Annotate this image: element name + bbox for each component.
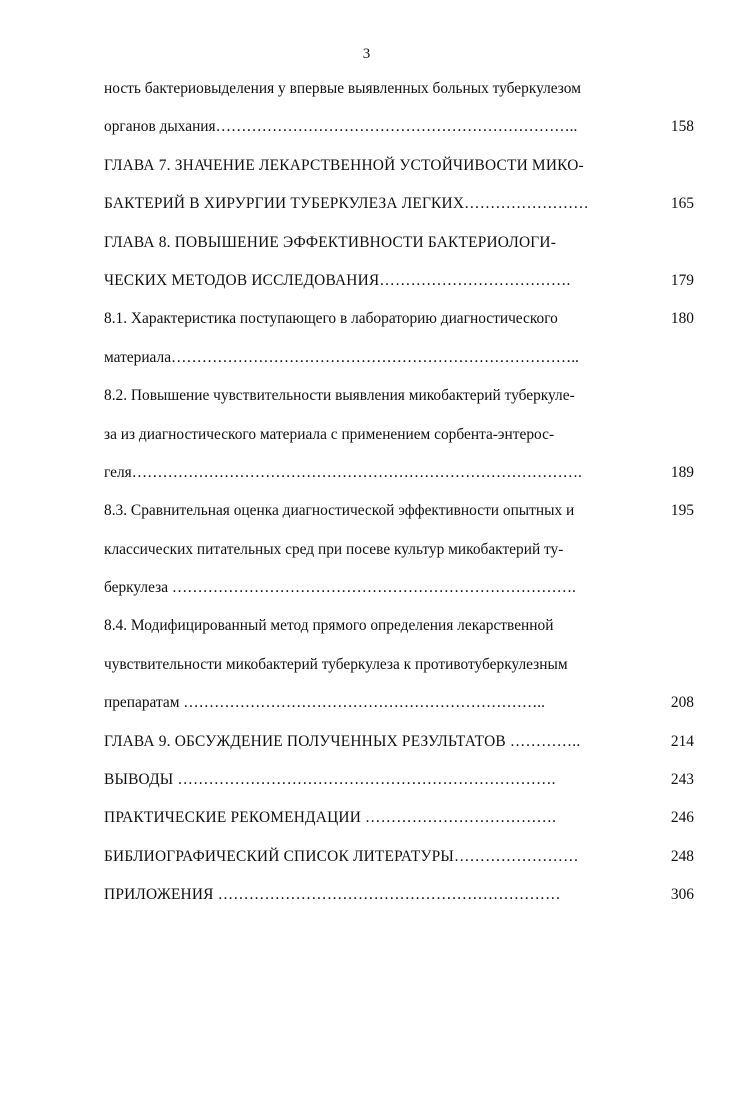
toc-line — [104, 723, 694, 761]
table-of-contents — [104, 70, 694, 915]
toc-entry-text: ГЛАВА 9. ОБСУЖДЕНИЕ ПОЛУЧЕННЫХ РЕЗУЛЬТАТОВ ………….. — [104, 732, 581, 750]
toc-entry-text: препаратам …………………………………………………………….. — [104, 694, 545, 712]
page-number: 3 — [362, 46, 371, 62]
toc-line — [104, 262, 694, 300]
toc-line — [104, 300, 694, 338]
toc-line — [104, 339, 694, 377]
toc-page-number: 214 — [670, 732, 694, 750]
toc-entry-text: органов дыхания…………………………………………………………….. — [104, 118, 578, 136]
toc-line — [104, 838, 694, 876]
toc-entry-text: ПРАКТИЧЕСКИЕ РЕКОМЕНДАЦИИ ………………………………. — [104, 809, 557, 827]
toc-line — [104, 185, 694, 223]
toc-line — [104, 224, 694, 262]
toc-entry-text: ПРИЛОЖЕНИЯ ………………………………………………………… — [104, 886, 561, 904]
toc-line — [104, 646, 694, 684]
toc-entry-text: ВЫВОДЫ ………………………………………………………………. — [104, 771, 556, 789]
toc-line — [104, 454, 694, 492]
toc-page-number: 180 — [670, 310, 694, 328]
toc-page-number: 165 — [670, 195, 694, 213]
toc-page-number: 179 — [670, 271, 694, 289]
toc-line — [104, 684, 694, 722]
toc-page-number: 195 — [670, 502, 694, 520]
toc-page-number: 243 — [670, 771, 694, 789]
toc-entry-text: БИБЛИОГРАФИЧЕСКИЙ СПИСОК ЛИТЕРАТУРЫ…………………… — [104, 847, 579, 865]
toc-entry-text: 8.2. Повышение чувствительности выявления микобактерий туберкуле- — [104, 387, 575, 405]
toc-line — [104, 761, 694, 799]
toc-line — [104, 569, 694, 607]
toc-line — [104, 70, 694, 108]
toc-entry-text: за из диагностического материала с применением сорбента-энтерос- — [104, 425, 555, 443]
toc-entry-text: классических питательных сред при посеве культур микобактерий ту- — [104, 540, 564, 558]
toc-entry-text: ЧЕСКИХ МЕТОДОВ ИССЛЕДОВАНИЯ………………………………. — [104, 271, 571, 289]
toc-entry-text: ГЛАВА 7. ЗНАЧЕНИЕ ЛЕКАРСТВЕННОЙ УСТОЙЧИВОСТИ МИКО- — [104, 156, 584, 174]
toc-entry-text: материала…………………………………………………………………….. — [104, 348, 579, 366]
toc-entry-text: 8.3. Сравнительная оценка диагностической эффективности опытных и — [104, 502, 575, 520]
toc-line — [104, 377, 694, 415]
toc-entry-text: ность бактериовыделения у впервые выявленных больных туберкулезом — [104, 80, 581, 97]
toc-entry-text: ГЛАВА 8. ПОВЫШЕНИЕ ЭФФЕКТИВНОСТИ БАКТЕРИОЛОГИ- — [104, 233, 557, 251]
toc-entry-text: чувствительности микобактерий туберкулеза к противотуберкулезным — [104, 655, 568, 673]
toc-page-number: 306 — [670, 886, 694, 904]
toc-entry-text: 8.4. Модифицированный метод прямого определения лекарственной — [104, 617, 554, 635]
toc-line — [104, 108, 694, 146]
toc-entry-text: 8.1. Характеристика поступающего в лабораторию диагностического — [104, 310, 558, 328]
toc-line — [104, 416, 694, 454]
toc-line — [104, 531, 694, 569]
toc-entry-text: беркулеза ……………………………………………………………………. — [104, 579, 576, 597]
toc-line — [104, 147, 694, 185]
toc-line — [104, 607, 694, 645]
toc-page-number: 208 — [670, 694, 694, 712]
toc-entry-text: БАКТЕРИЙ В ХИРУРГИИ ТУБЕРКУЛЕЗА ЛЕГКИХ…………………… — [104, 195, 589, 213]
toc-line — [104, 492, 694, 530]
toc-line — [104, 799, 694, 837]
toc-page-number: 158 — [670, 118, 694, 136]
toc-page-number: 189 — [670, 463, 694, 481]
toc-page-number: 246 — [670, 809, 694, 827]
toc-page-number: 248 — [670, 847, 694, 865]
toc-line — [104, 876, 694, 914]
toc-entry-text: геля……………………………………………………………………………. — [104, 463, 582, 481]
